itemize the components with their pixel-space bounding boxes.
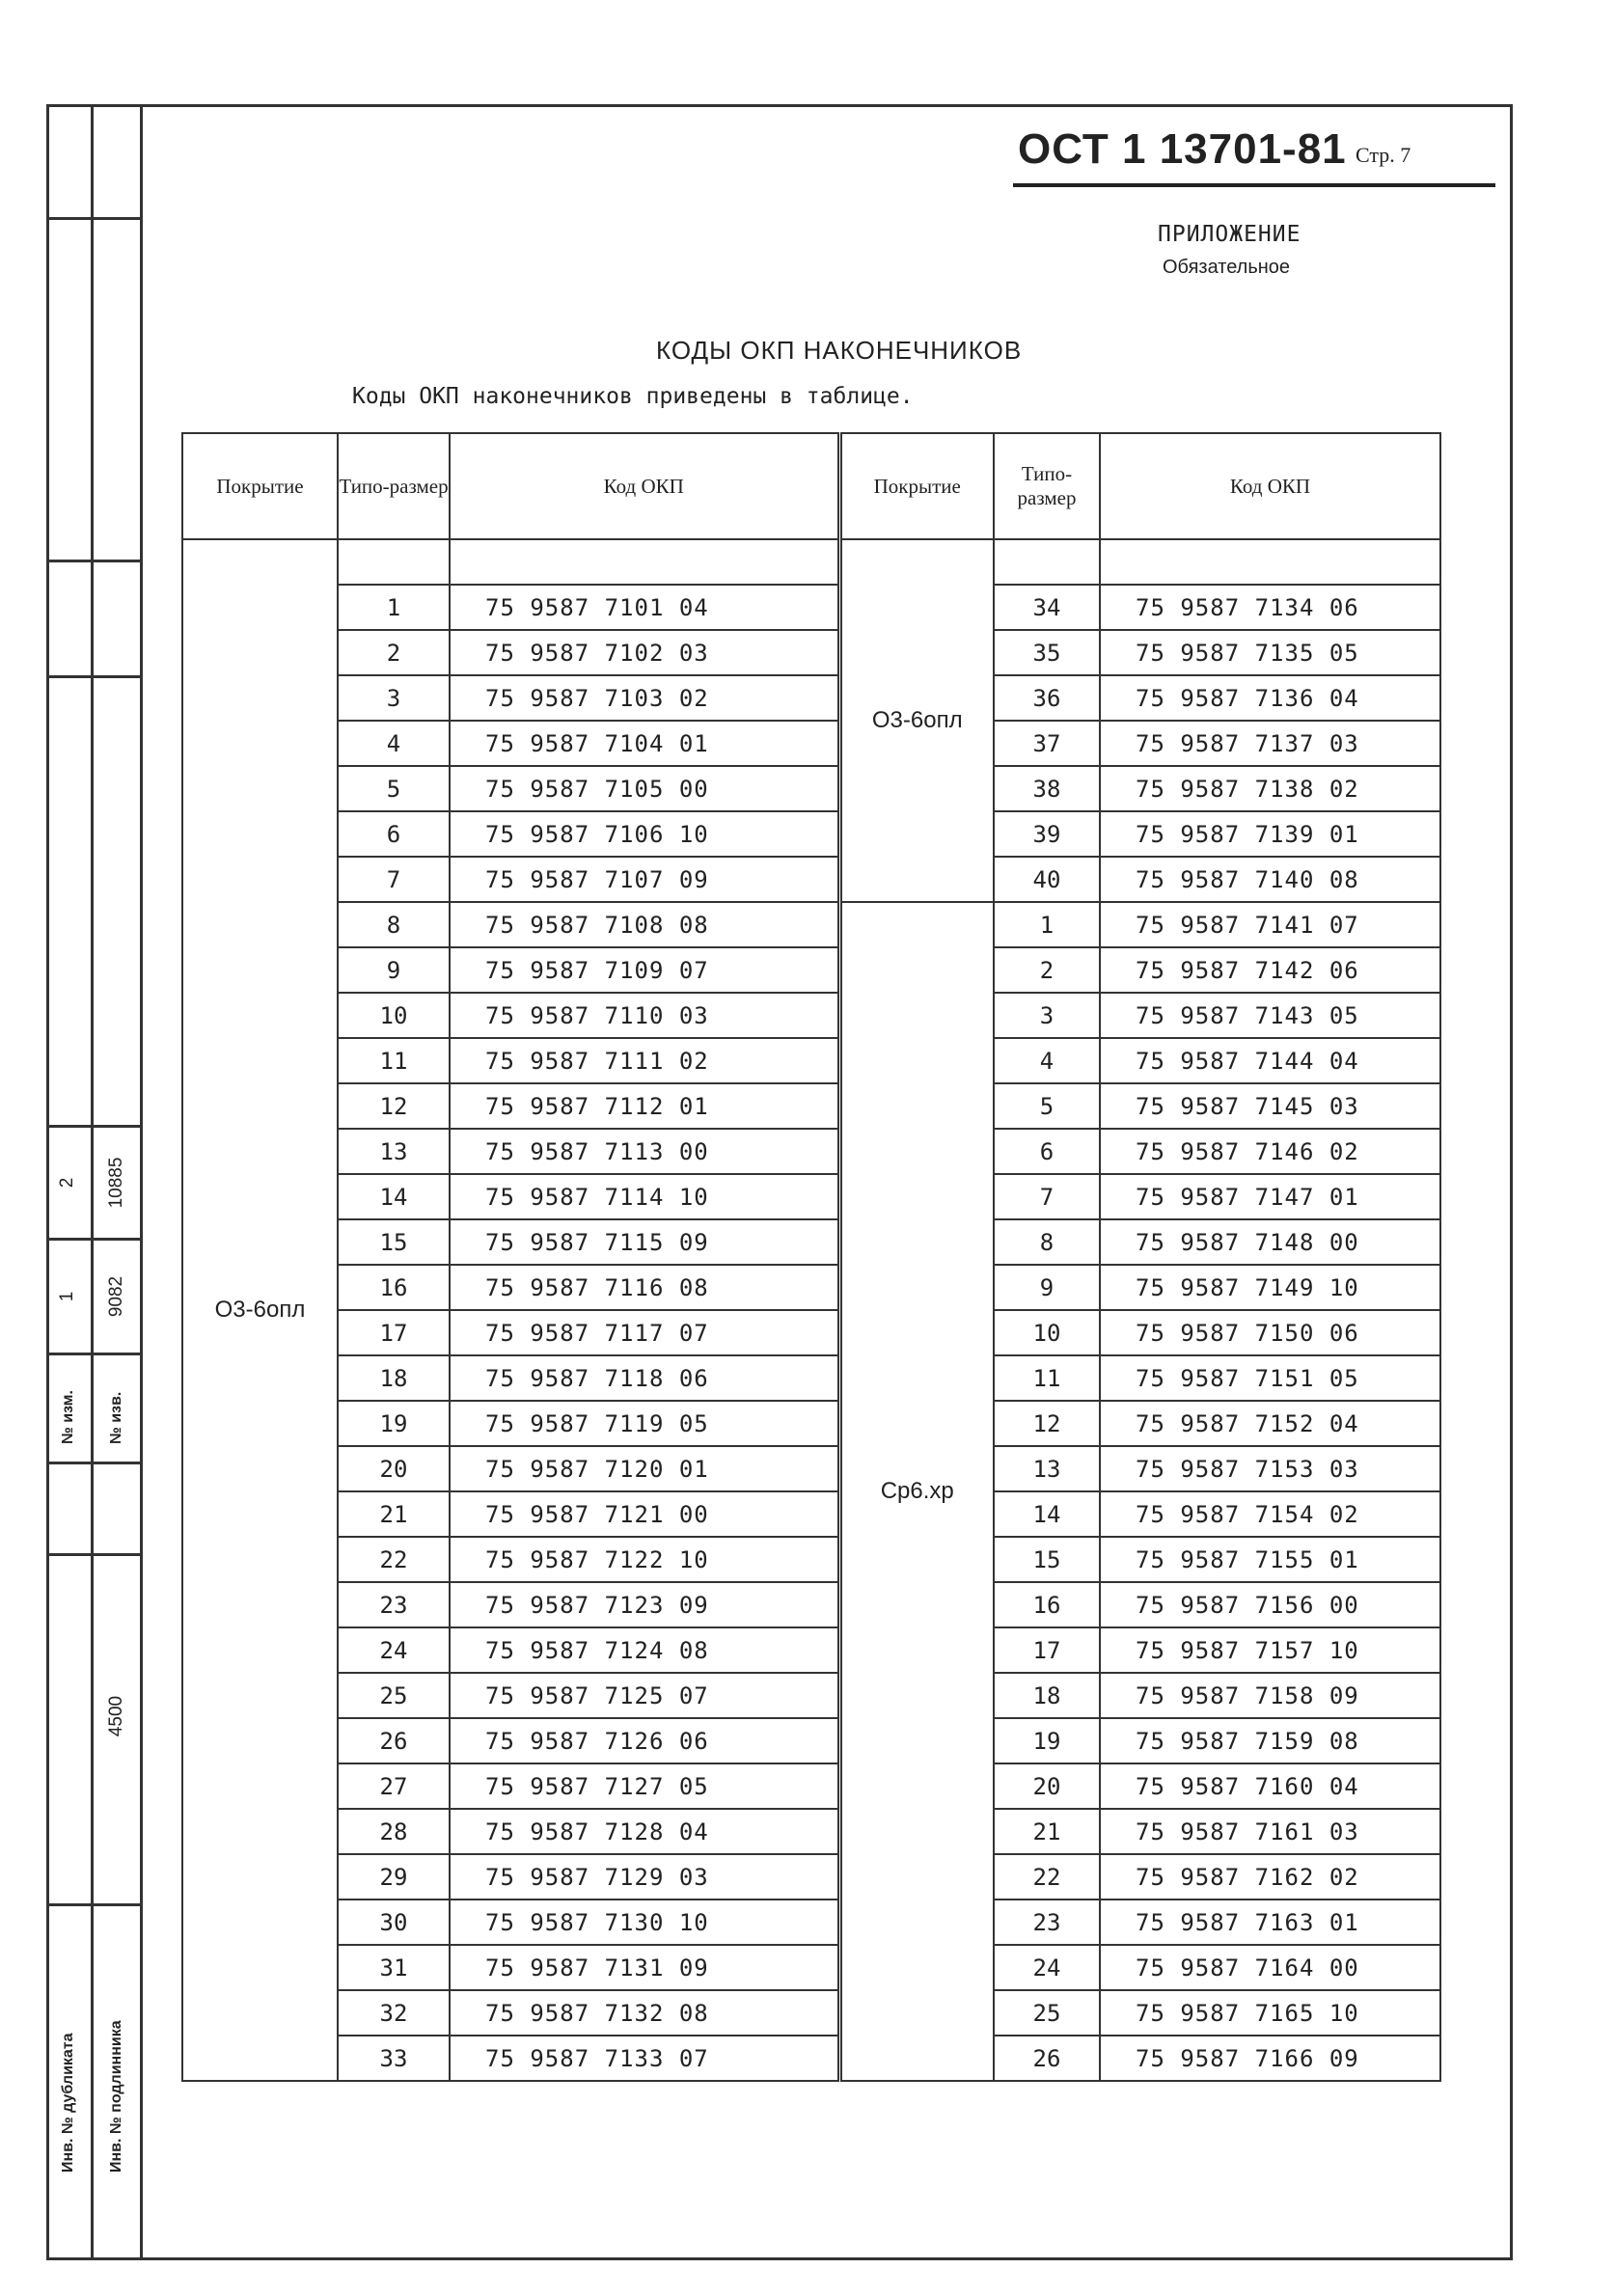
okp-code-cell: 75 9587 7155 01 xyxy=(1100,1537,1440,1582)
okp-code-cell: 75 9587 7113 00 xyxy=(450,1129,839,1174)
okp-code-cell: 75 9587 7107 09 xyxy=(450,857,839,902)
okp-code-cell: 75 9587 7141 07 xyxy=(1100,902,1440,947)
table-row xyxy=(182,1990,1440,2036)
table-row xyxy=(182,585,1440,630)
table-row xyxy=(182,1083,1440,1129)
okp-code-cell: 75 9587 7102 03 xyxy=(450,630,839,675)
size-cell: 39 xyxy=(994,811,1100,857)
okp-code-cell: 75 9587 7163 01 xyxy=(1100,1900,1440,1945)
size-cell: 32 xyxy=(338,1990,450,2036)
okp-code-cell: 75 9587 7151 05 xyxy=(1100,1355,1440,1401)
size-cell: 2 xyxy=(994,947,1100,993)
okp-code-cell: 75 9587 7162 02 xyxy=(1100,1854,1440,1900)
size-cell: 18 xyxy=(338,1355,450,1401)
size-cell: 6 xyxy=(338,811,450,857)
table-row xyxy=(182,1401,1440,1446)
section-title: КОДЫ ОКП НАКОНЕЧНИКОВ xyxy=(656,336,1023,365)
okp-code-cell: 75 9587 7110 03 xyxy=(450,993,839,1038)
stamp-change-1: 1 xyxy=(57,1291,77,1302)
okp-code-cell: 75 9587 7106 10 xyxy=(450,811,839,857)
stamp-change-label: № изм. xyxy=(60,1390,76,1444)
okp-code-cell: 75 9587 7114 10 xyxy=(450,1174,839,1219)
table-spacer-row xyxy=(182,539,1440,585)
stamp-notice-label: № изв. xyxy=(108,1391,124,1444)
size-cell: 14 xyxy=(338,1174,450,1219)
okp-code-cell: 75 9587 7133 07 xyxy=(450,2036,839,2081)
header-size-right: Типо-размер xyxy=(994,433,1100,539)
size-cell: 1 xyxy=(338,585,450,630)
okp-code-cell: 75 9587 7123 09 xyxy=(450,1582,839,1627)
size-cell: 37 xyxy=(994,721,1100,766)
table-header-row xyxy=(182,433,1440,539)
okp-code-cell: 75 9587 7117 07 xyxy=(450,1310,839,1355)
size-cell: 25 xyxy=(994,1990,1100,2036)
table-row xyxy=(182,630,1440,675)
table-row xyxy=(182,1854,1440,1900)
table-row xyxy=(182,766,1440,811)
okp-code-cell: 75 9587 7116 08 xyxy=(450,1265,839,1310)
size-cell: 16 xyxy=(338,1265,450,1310)
table-row xyxy=(182,2036,1440,2081)
size-cell: 23 xyxy=(994,1900,1100,1945)
size-cell: 8 xyxy=(994,1219,1100,1265)
size-cell: 17 xyxy=(338,1310,450,1355)
okp-code-cell: 75 9587 7158 09 xyxy=(1100,1673,1440,1718)
okp-code-cell: 75 9587 7145 03 xyxy=(1100,1083,1440,1129)
size-cell: 9 xyxy=(338,947,450,993)
size-cell: 17 xyxy=(994,1627,1100,1673)
okp-code-cell: 75 9587 7166 09 xyxy=(1100,2036,1440,2081)
size-cell: 26 xyxy=(338,1718,450,1763)
okp-codes-table xyxy=(181,432,1441,2082)
okp-code-cell: 75 9587 7126 06 xyxy=(450,1718,839,1763)
okp-code-cell: 75 9587 7105 00 xyxy=(450,766,839,811)
size-cell: 5 xyxy=(994,1083,1100,1129)
size-cell: 35 xyxy=(994,630,1100,675)
table-row xyxy=(182,1673,1440,1718)
okp-code-cell: 75 9587 7135 05 xyxy=(1100,630,1440,675)
table-row xyxy=(182,1446,1440,1491)
table-row xyxy=(182,1763,1440,1809)
appendix-type: Обязательное xyxy=(1163,257,1291,278)
table-row xyxy=(182,1129,1440,1174)
table-row xyxy=(182,1537,1440,1582)
size-cell: 21 xyxy=(994,1809,1100,1854)
okp-code-cell: 75 9587 7111 02 xyxy=(450,1038,839,1083)
okp-code-cell: 75 9587 7136 04 xyxy=(1100,675,1440,721)
page-number: Стр. 7 xyxy=(1356,143,1411,167)
size-cell: 23 xyxy=(338,1582,450,1627)
size-cell: 29 xyxy=(338,1854,450,1900)
size-cell: 3 xyxy=(338,675,450,721)
okp-code-cell: 75 9587 7134 06 xyxy=(1100,585,1440,630)
okp-code-cell: 75 9587 7164 00 xyxy=(1100,1945,1440,1990)
size-cell: 19 xyxy=(994,1718,1100,1763)
stamp-dup-inv-label: Инв. № дубликата xyxy=(60,2033,76,2173)
size-cell: 19 xyxy=(338,1401,450,1446)
size-cell: 15 xyxy=(338,1219,450,1265)
okp-code-cell: 75 9587 7139 01 xyxy=(1100,811,1440,857)
table-row xyxy=(182,1900,1440,1945)
okp-code-cell: 75 9587 7118 06 xyxy=(450,1355,839,1401)
coverage-right-2: Ср6.хр xyxy=(839,902,994,2081)
okp-code-cell: 75 9587 7157 10 xyxy=(1100,1627,1440,1673)
okp-code-cell: 75 9587 7101 04 xyxy=(450,585,839,630)
okp-code-cell: 75 9587 7121 00 xyxy=(450,1491,839,1537)
table-row xyxy=(182,1174,1440,1219)
okp-code-cell: 75 9587 7143 05 xyxy=(1100,993,1440,1038)
size-cell: 15 xyxy=(994,1537,1100,1582)
size-cell: 33 xyxy=(338,2036,450,2081)
size-cell: 6 xyxy=(994,1129,1100,1174)
table-row xyxy=(182,1038,1440,1083)
size-cell: 9 xyxy=(994,1265,1100,1310)
coverage-right-1: О3-6опл xyxy=(839,539,994,902)
size-cell: 24 xyxy=(994,1945,1100,1990)
header-rule xyxy=(1013,183,1495,187)
size-cell: 4 xyxy=(994,1038,1100,1083)
size-cell: 18 xyxy=(994,1673,1100,1718)
okp-code-cell: 75 9587 7115 09 xyxy=(450,1219,839,1265)
table-row xyxy=(182,857,1440,902)
size-cell: 12 xyxy=(338,1083,450,1129)
size-cell: 16 xyxy=(994,1582,1100,1627)
size-cell: 10 xyxy=(338,993,450,1038)
size-cell: 11 xyxy=(994,1355,1100,1401)
okp-code-cell: 75 9587 7144 04 xyxy=(1100,1038,1440,1083)
okp-code-cell: 75 9587 7125 07 xyxy=(450,1673,839,1718)
okp-code-cell: 75 9587 7142 06 xyxy=(1100,947,1440,993)
size-cell: 25 xyxy=(338,1673,450,1718)
size-cell: 34 xyxy=(994,585,1100,630)
size-cell: 27 xyxy=(338,1763,450,1809)
header-code-left: Код ОКП xyxy=(450,433,839,539)
okp-code-cell: 75 9587 7131 09 xyxy=(450,1945,839,1990)
table-row xyxy=(182,947,1440,993)
okp-code-cell: 75 9587 7150 06 xyxy=(1100,1310,1440,1355)
okp-code-cell: 75 9587 7137 03 xyxy=(1100,721,1440,766)
size-cell: 1 xyxy=(994,902,1100,947)
header-coverage-right: Покрытие xyxy=(839,433,994,539)
size-cell: 7 xyxy=(994,1174,1100,1219)
size-cell: 28 xyxy=(338,1809,450,1854)
table-row xyxy=(182,675,1440,721)
table-row xyxy=(182,1582,1440,1627)
size-cell: 13 xyxy=(994,1446,1100,1491)
doc-code: ОСТ 1 13701-81 xyxy=(1018,125,1347,173)
size-cell: 30 xyxy=(338,1900,450,1945)
table-row xyxy=(182,1265,1440,1310)
header-code-right: Код ОКП xyxy=(1100,433,1440,539)
okp-code-cell: 75 9587 7132 08 xyxy=(450,1990,839,2036)
table-row xyxy=(182,1627,1440,1673)
stamp-notice-1: 9082 xyxy=(106,1275,126,1318)
table-row xyxy=(182,811,1440,857)
okp-code-cell: 75 9587 7147 01 xyxy=(1100,1174,1440,1219)
stamp-notice-2: 10885 xyxy=(106,1157,126,1209)
okp-code-cell: 75 9587 7159 08 xyxy=(1100,1718,1440,1763)
stamp-inv-no: 4500 xyxy=(106,1695,126,1737)
size-cell: 38 xyxy=(994,766,1100,811)
okp-code-cell: 75 9587 7109 07 xyxy=(450,947,839,993)
okp-code-cell: 75 9587 7156 00 xyxy=(1100,1582,1440,1627)
size-cell: 4 xyxy=(338,721,450,766)
table-row xyxy=(182,1219,1440,1265)
okp-code-cell: 75 9587 7128 04 xyxy=(450,1809,839,1854)
okp-code-cell: 75 9587 7112 01 xyxy=(450,1083,839,1129)
okp-code-cell: 75 9587 7149 10 xyxy=(1100,1265,1440,1310)
size-cell: 10 xyxy=(994,1310,1100,1355)
table-row xyxy=(182,721,1440,766)
stamp-change-2: 2 xyxy=(57,1177,77,1189)
size-cell: 22 xyxy=(994,1854,1100,1900)
table-row xyxy=(182,1310,1440,1355)
header-size-left: Типо-размер xyxy=(338,433,450,539)
table-row xyxy=(182,993,1440,1038)
okp-code-cell: 75 9587 7154 02 xyxy=(1100,1491,1440,1537)
size-cell: 13 xyxy=(338,1129,450,1174)
size-cell: 40 xyxy=(994,857,1100,902)
table-row xyxy=(182,1355,1440,1401)
margin-stamp xyxy=(46,104,143,2260)
size-cell: 8 xyxy=(338,902,450,947)
okp-code-cell: 75 9587 7130 10 xyxy=(450,1900,839,1945)
okp-code-cell: 75 9587 7148 00 xyxy=(1100,1219,1440,1265)
okp-code-cell: 75 9587 7153 03 xyxy=(1100,1446,1440,1491)
size-cell: 12 xyxy=(994,1401,1100,1446)
appendix-title: ПРИЛОЖЕНИЕ xyxy=(1158,222,1301,247)
size-cell: 3 xyxy=(994,993,1100,1038)
size-cell: 5 xyxy=(338,766,450,811)
size-cell: 22 xyxy=(338,1537,450,1582)
size-cell: 36 xyxy=(994,675,1100,721)
okp-code-cell: 75 9587 7108 08 xyxy=(450,902,839,947)
okp-code-cell: 75 9587 7138 02 xyxy=(1100,766,1440,811)
size-cell: 21 xyxy=(338,1491,450,1537)
okp-code-cell: 75 9587 7161 03 xyxy=(1100,1809,1440,1854)
okp-code-cell: 75 9587 7129 03 xyxy=(450,1854,839,1900)
size-cell: 7 xyxy=(338,857,450,902)
table-row xyxy=(182,1809,1440,1854)
okp-code-cell: 75 9587 7122 10 xyxy=(450,1537,839,1582)
size-cell: 24 xyxy=(338,1627,450,1673)
size-cell: 20 xyxy=(338,1446,450,1491)
okp-code-cell: 75 9587 7119 05 xyxy=(450,1401,839,1446)
okp-code-cell: 75 9587 7127 05 xyxy=(450,1763,839,1809)
stamp-orig-inv-label: Инв. № подлинника xyxy=(108,2020,124,2173)
okp-code-cell: 75 9587 7165 10 xyxy=(1100,1990,1440,2036)
header-coverage-left: Покрытие xyxy=(182,433,338,539)
okp-code-cell: 75 9587 7124 08 xyxy=(450,1627,839,1673)
okp-code-cell: 75 9587 7140 08 xyxy=(1100,857,1440,902)
okp-code-cell: 75 9587 7152 04 xyxy=(1100,1401,1440,1446)
size-cell: 26 xyxy=(994,2036,1100,2081)
okp-code-cell: 75 9587 7146 02 xyxy=(1100,1129,1440,1174)
coverage-left: О3-6опл xyxy=(182,539,338,2081)
size-cell: 11 xyxy=(338,1038,450,1083)
table-row xyxy=(182,1718,1440,1763)
table-row xyxy=(182,1945,1440,1990)
table-row xyxy=(182,1491,1440,1537)
okp-code-cell: 75 9587 7120 01 xyxy=(450,1446,839,1491)
okp-code-cell: 75 9587 7160 04 xyxy=(1100,1763,1440,1809)
okp-code-cell: 75 9587 7104 01 xyxy=(450,721,839,766)
intro-text: Коды ОКП наконечников приведены в таблице. xyxy=(352,384,914,409)
okp-code-cell: 75 9587 7103 02 xyxy=(450,675,839,721)
size-cell: 2 xyxy=(338,630,450,675)
size-cell: 14 xyxy=(994,1491,1100,1537)
table-row xyxy=(182,902,1440,947)
size-cell: 31 xyxy=(338,1945,450,1990)
size-cell: 20 xyxy=(994,1763,1100,1809)
